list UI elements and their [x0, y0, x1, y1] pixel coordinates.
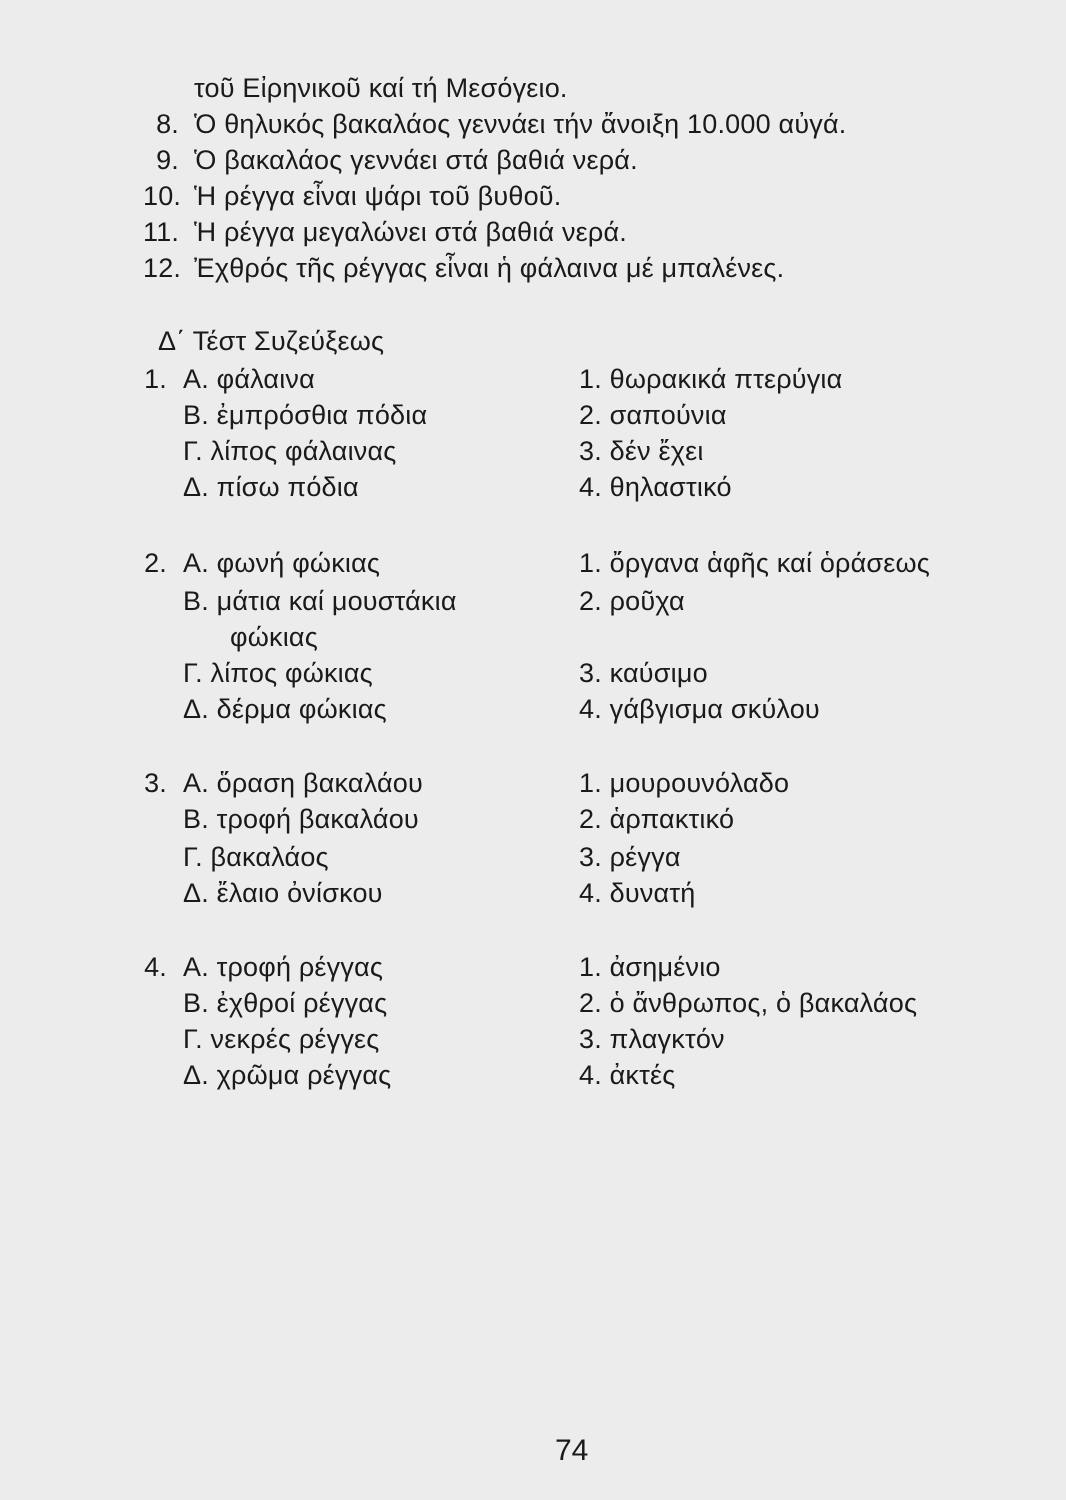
group-right-item: 1. ἀσημένιο: [579, 952, 721, 982]
page-number: 74: [555, 1434, 589, 1467]
group-left-item: Δ. πίσω πόδια: [183, 472, 359, 502]
group-right-item: 3. ρέγγα: [579, 842, 681, 872]
statement-number: 8.: [156, 109, 179, 139]
group-left-item: Δ. δέρμα φώκιας: [183, 694, 387, 724]
group-left-item: Α. ὅραση βακαλάου: [183, 768, 423, 798]
group-number: 3.: [144, 768, 167, 798]
group-left-item: Β. μάτια καί μουστάκια: [183, 586, 457, 616]
group-left-item: Α. φωνή φώκιας: [183, 548, 381, 578]
group-right-item: 3. καύσιμο: [579, 658, 708, 688]
group-right-item: 4. θηλαστικό: [579, 472, 732, 502]
statement-text: Ἡ ρέγγα μεγαλώνει στά βαθιά νερά.: [194, 217, 627, 247]
statement-text: Ὁ βακαλάος γεννάει στά βαθιά νερά.: [194, 145, 638, 175]
group-right-item: 1. ὄργανα ἁφῆς καί ὁράσεως: [579, 548, 931, 578]
group-left-item: Γ. βακαλάος: [183, 842, 329, 872]
statement-number: 11.: [143, 217, 180, 247]
statement-text: Ὁ θηλυκός βακαλάος γεννάει τήν ἄνοιξη 10.000 αὐγά.: [194, 109, 847, 139]
statement-number: 9.: [156, 145, 179, 175]
group-left-item: Β. ἐχθροί ρέγγας: [183, 988, 388, 1018]
group-right-item: 4. ἀκτές: [579, 1060, 676, 1090]
group-right-item: 3. δέν ἔχει: [579, 436, 704, 466]
group-right-item: 1. θωρακικά πτερύγια: [579, 364, 843, 394]
group-left-item: Γ. λίπος φάλαινας: [183, 436, 397, 466]
group-number: 4.: [144, 952, 167, 982]
section-title: Δ΄ Τέστ Συζεύξεως: [158, 326, 385, 356]
group-right-item: 3. πλαγκτόν: [579, 1024, 725, 1054]
intro-line: τοῦ Εἰρηνικοῦ καί τή Μεσόγειο.: [194, 73, 568, 103]
group-right-item: 2. σαπούνια: [579, 400, 727, 430]
group-right-item: 4. δυνατή: [579, 878, 696, 908]
statement-text: Ἐχθρός τῆς ρέγγας εἶναι ἡ φάλαινα μέ μπαλένες.: [194, 253, 785, 283]
group-left-item: Δ. ἔλαιο ὀνίσκου: [183, 878, 383, 908]
statement-number: 12.: [143, 253, 182, 283]
group-right-item: 2. ὁ ἄνθρωπος, ὁ βακαλάος: [579, 988, 918, 1018]
group-number: 2.: [144, 548, 167, 578]
statement-number: 10.: [143, 181, 182, 211]
group-left-item: Α. τροφή ρέγγας: [183, 952, 384, 982]
group-left-item: Δ. χρῶμα ρέγγας: [183, 1060, 392, 1090]
group-left-item: Β. ἐμπρόσθια πόδια: [183, 400, 428, 430]
group-left-item: φώκιας: [230, 622, 318, 652]
group-left-item: Γ. νεκρές ρέγγες: [183, 1024, 380, 1054]
group-left-item: Α. φάλαινα: [183, 364, 315, 394]
group-left-item: Γ. λίπος φώκιας: [183, 658, 373, 688]
group-left-item: Β. τροφή βακαλάου: [183, 804, 419, 834]
group-number: 1.: [144, 364, 167, 394]
group-right-item: 4. γάβγισμα σκύλου: [579, 694, 820, 724]
statement-text: Ἡ ρέγγα εἶναι ψάρι τοῦ βυθοῦ.: [194, 181, 562, 211]
group-right-item: 2. ροῦχα: [579, 586, 685, 616]
group-right-item: 1. μουρουνόλαδο: [579, 768, 790, 798]
group-right-item: 2. ἁρπακτικό: [579, 804, 735, 834]
